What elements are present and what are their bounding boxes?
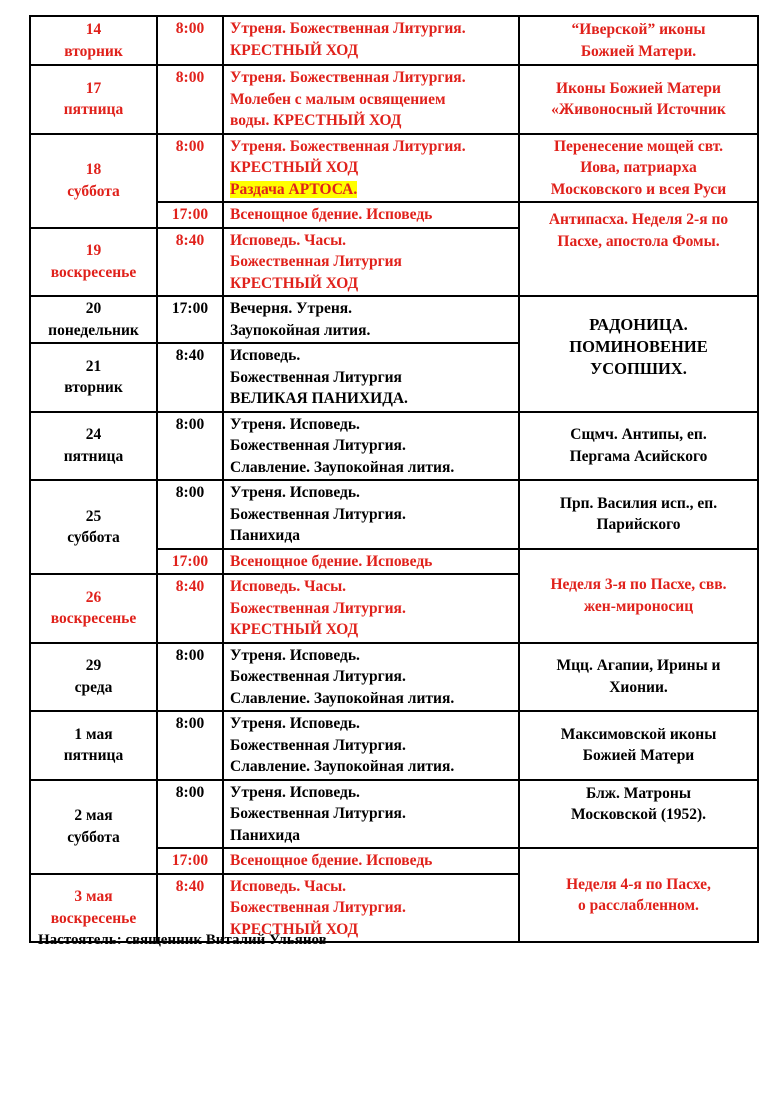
time-cell: 8:00 xyxy=(157,711,223,780)
time-cell: 8:00 xyxy=(157,65,223,134)
service-cell xyxy=(223,134,519,203)
table-row xyxy=(30,780,758,849)
service-line: КРЕСТНЫЙ ХОД xyxy=(230,920,359,938)
day-cell xyxy=(30,711,157,780)
feast-line: “Иверской” иконы xyxy=(571,21,706,38)
day-weekday: суббота xyxy=(67,828,120,846)
service-line: Божественная Литургия. xyxy=(230,668,406,685)
day-weekday: воскресенье xyxy=(50,263,137,281)
table-row xyxy=(30,711,758,780)
service-line: Утреня. Божественная Литургия. xyxy=(230,20,466,37)
service-cell xyxy=(223,202,519,228)
day-date: 17 xyxy=(85,79,102,97)
day-cell xyxy=(30,643,157,712)
feast-line: Неделя 4-я по Пасхе, xyxy=(566,875,711,893)
feast-line: Максимовской иконы xyxy=(560,725,717,743)
service-line: Исповедь. Часы. xyxy=(230,877,347,895)
service-line: Панихида xyxy=(230,527,300,544)
feast-cell xyxy=(519,16,758,65)
service-line: Утреня. Исповедь. xyxy=(230,783,360,801)
day-date: 24 xyxy=(85,426,102,444)
service-line: Всенощное бдение. Исповедь xyxy=(230,206,433,223)
time-cell: 17:00 xyxy=(157,296,223,343)
service-cell xyxy=(223,65,519,134)
feast-line: Перенесение мощей свт. xyxy=(553,137,724,155)
artos-highlight: Раздача АРТОСА. xyxy=(230,180,358,198)
time-cell: 17:00 xyxy=(157,202,223,228)
feast-line: жен-мироносиц xyxy=(583,597,694,615)
service-cell xyxy=(223,412,519,481)
service-cell xyxy=(223,343,519,412)
service-line: Утреня. Исповедь. xyxy=(230,484,360,501)
feast-line: Пергама Асийского xyxy=(569,447,708,465)
feast-cell xyxy=(519,202,758,296)
feast-line: «Живоносный Источник xyxy=(551,101,726,119)
service-line: Всенощное бдение. Исповедь xyxy=(230,852,433,869)
time-cell: 8:40 xyxy=(157,343,223,412)
schedule-table xyxy=(29,15,759,943)
service-line: Исповедь. Часы. xyxy=(230,231,347,249)
service-line: Исповедь. Часы. xyxy=(230,578,347,595)
feast-line: Хионии. xyxy=(609,678,668,696)
table-row xyxy=(30,480,758,549)
feast-line: ПОМИНОВЕНИЕ xyxy=(569,336,708,356)
feast-cell xyxy=(519,480,758,549)
table-row xyxy=(30,65,758,134)
day-cell xyxy=(30,574,157,643)
day-cell xyxy=(30,16,157,65)
day-cell xyxy=(30,134,157,228)
time-cell: 8:00 xyxy=(157,480,223,549)
feast-line: о расслабленном. xyxy=(578,897,699,914)
day-date: 18 xyxy=(85,161,102,178)
day-date: 3 мая xyxy=(74,888,113,906)
service-cell xyxy=(223,296,519,343)
day-date: 19 xyxy=(85,242,102,260)
service-cell xyxy=(223,780,519,849)
day-weekday: пятница xyxy=(63,447,124,465)
service-line: Божественная Литургия xyxy=(230,368,402,386)
time-cell: 8:00 xyxy=(157,643,223,712)
day-date: 2 мая xyxy=(74,807,113,824)
service-line: Панихида xyxy=(230,826,300,844)
feast-line: Иконы Божией Матери xyxy=(556,79,721,97)
table-row xyxy=(30,296,758,343)
service-cell xyxy=(223,228,519,297)
feast-line: Прп. Василия исп., еп. xyxy=(559,494,718,512)
service-line: Божественная Литургия. xyxy=(230,805,406,822)
day-cell xyxy=(30,780,157,874)
service-cell xyxy=(223,549,519,575)
day-date: 20 xyxy=(85,300,102,317)
feast-line: Московской (1952). xyxy=(570,806,707,823)
feast-line: Божией Матери xyxy=(582,747,695,765)
table-row xyxy=(30,134,758,203)
service-line: Славление. Заупокойная лития. xyxy=(230,458,455,476)
time-cell: 8:00 xyxy=(157,412,223,481)
time-cell: 8:00 xyxy=(157,780,223,849)
day-weekday: воскресенье xyxy=(50,610,137,628)
table-row xyxy=(30,16,758,65)
rector-signature-line: Настоятель: священник Виталий Ульянов xyxy=(38,932,327,948)
day-date: 14 xyxy=(85,21,102,38)
day-cell xyxy=(30,480,157,574)
day-cell xyxy=(30,296,157,343)
service-line: Божественная Литургия. xyxy=(230,437,406,454)
day-weekday: воскресенье xyxy=(50,909,137,927)
service-line: Божественная Литургия. xyxy=(230,505,406,523)
day-cell xyxy=(30,343,157,412)
feast-line: Антипасха. Неделя 2-я по xyxy=(548,211,729,228)
day-weekday: суббота xyxy=(67,182,120,200)
feast-line: Парийского xyxy=(596,516,681,534)
day-date: 1 мая xyxy=(74,725,113,743)
service-line: Молебен с малым освящением xyxy=(230,90,446,108)
feast-cell xyxy=(519,711,758,780)
time-cell: 8:40 xyxy=(157,574,223,643)
day-weekday: среда xyxy=(74,678,113,696)
service-cell xyxy=(223,643,519,712)
feast-cell xyxy=(519,296,758,412)
service-line-highlighted xyxy=(230,179,514,201)
feast-cell xyxy=(519,65,758,134)
feast-line: РАДОНИЦА. xyxy=(589,314,688,334)
table-row xyxy=(30,643,758,712)
service-line: КРЕСТНЫЙ ХОД xyxy=(230,159,359,176)
service-line: КРЕСТНЫЙ ХОД xyxy=(230,41,359,59)
service-line: Утреня. Исповедь. xyxy=(230,415,360,433)
service-cell xyxy=(223,574,519,643)
service-line: Утреня. Божественная Литургия. xyxy=(230,69,466,86)
day-weekday: суббота xyxy=(67,529,120,546)
service-line: Божественная Литургия. xyxy=(230,899,406,916)
service-cell xyxy=(223,848,519,874)
day-cell xyxy=(30,412,157,481)
feast-cell xyxy=(519,643,758,712)
feast-line: Божией Матери. xyxy=(580,42,697,60)
feast-cell xyxy=(519,412,758,481)
service-line: Всенощное бдение. Исповедь xyxy=(230,552,433,570)
day-date: 29 xyxy=(85,657,102,675)
service-line: Исповедь. xyxy=(230,347,301,364)
service-line: Божественная Литургия. xyxy=(230,736,406,754)
service-line: Вечерня. Утреня. xyxy=(230,300,353,317)
feast-line: Блж. Матроны xyxy=(586,784,691,802)
service-line: Утреня. Исповедь. xyxy=(230,715,360,732)
service-cell xyxy=(223,711,519,780)
time-cell: 8:40 xyxy=(157,874,223,943)
service-line: КРЕСТНЫЙ ХОД xyxy=(230,274,359,292)
service-line: воды. КРЕСТНЫЙ ХОД xyxy=(230,112,402,129)
feast-cell xyxy=(519,134,758,203)
table-row xyxy=(30,412,758,481)
day-weekday: понедельник xyxy=(48,321,139,339)
feast-line: Пасхе, апостола Фомы. xyxy=(557,232,720,250)
time-cell: 8:00 xyxy=(157,134,223,203)
service-line: Божественная Литургия xyxy=(230,253,402,270)
feast-cell xyxy=(519,780,758,849)
day-cell xyxy=(30,228,157,297)
day-weekday: вторник xyxy=(64,42,123,60)
service-line: Утреня. Исповедь. xyxy=(230,646,360,664)
time-cell: 8:00 xyxy=(157,16,223,65)
service-line: Утреня. Божественная Литургия. xyxy=(230,137,466,155)
feast-line: Иова, патриарха xyxy=(580,159,697,176)
time-cell: 17:00 xyxy=(157,848,223,874)
service-cell xyxy=(223,480,519,549)
feast-cell xyxy=(519,549,758,643)
service-cell xyxy=(223,16,519,65)
day-date: 25 xyxy=(85,507,102,525)
feast-line: УСОПШИХ. xyxy=(590,358,687,378)
time-cell: 17:00 xyxy=(157,549,223,575)
service-line: ВЕЛИКАЯ ПАНИХИДА. xyxy=(230,390,408,407)
service-line: КРЕСТНЫЙ ХОД xyxy=(230,621,359,638)
day-weekday: пятница xyxy=(63,747,124,765)
day-weekday: пятница xyxy=(63,101,124,119)
day-cell xyxy=(30,65,157,134)
feast-line: Сщмч. Антипы, еп. xyxy=(570,426,707,444)
service-line: Заупокойная лития. xyxy=(230,321,371,339)
time-cell: 8:40 xyxy=(157,228,223,297)
service-line: Славление. Заупокойная лития. xyxy=(230,689,455,707)
day-date: 26 xyxy=(85,588,102,606)
service-line: Славление. Заупокойная лития. xyxy=(230,758,455,775)
day-weekday: вторник xyxy=(64,379,123,397)
feast-line: Московского и всея Руси xyxy=(550,180,727,198)
feast-line: Мцц. Агапии, Ирины и xyxy=(556,657,721,675)
feast-line: Неделя 3-я по Пасхе, свв. xyxy=(550,576,727,593)
feast-cell xyxy=(519,848,758,942)
service-line: Божественная Литургия. xyxy=(230,599,406,617)
day-date: 21 xyxy=(85,357,102,375)
